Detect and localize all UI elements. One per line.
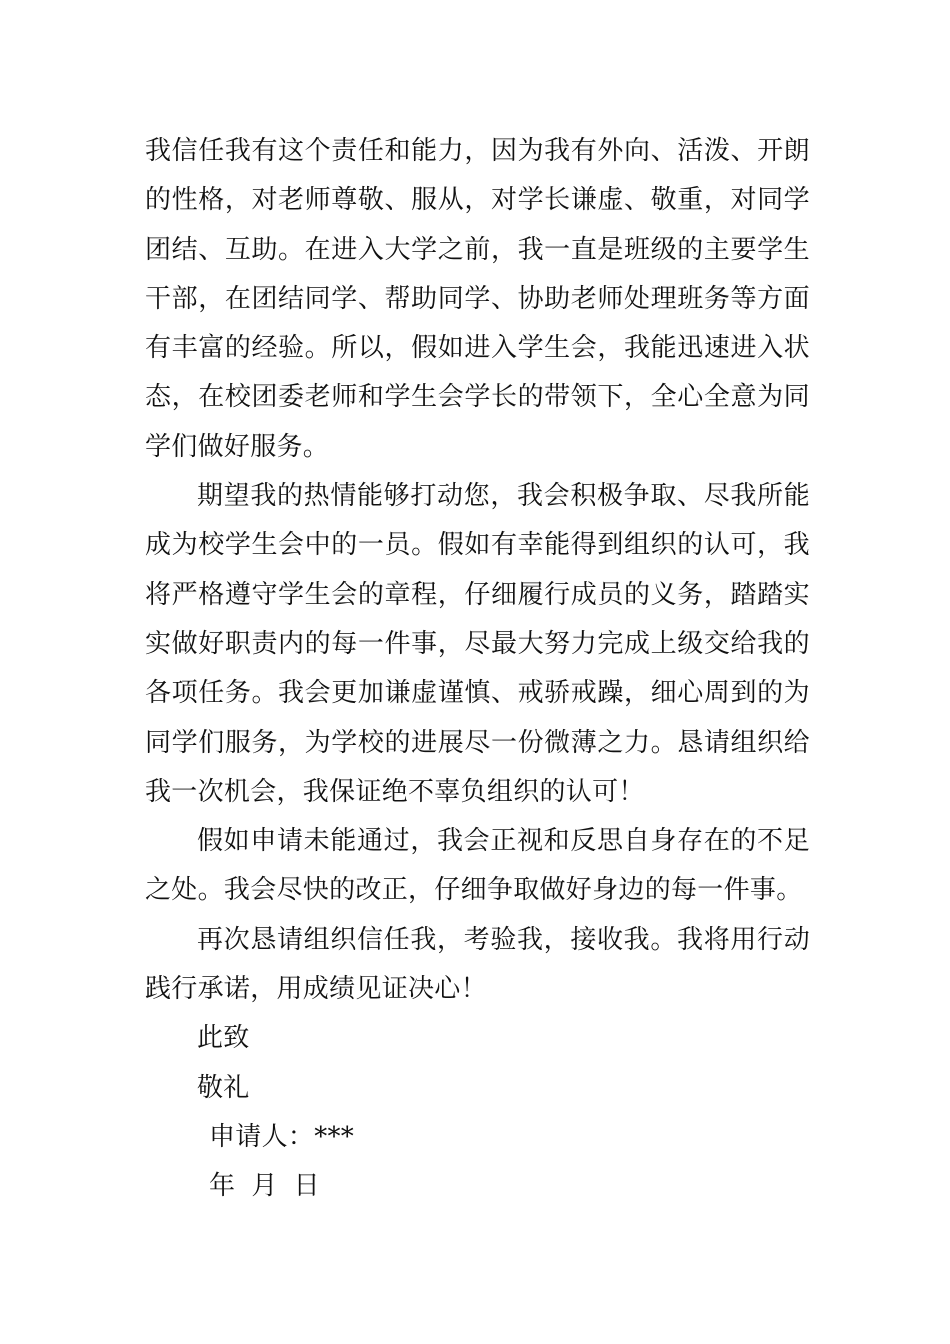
date-year: 年 (209, 1171, 236, 1202)
date-line (145, 1162, 810, 1211)
paragraph-if-rejected: 假如申请未能通过，我会正视和反思自身存在的不足之处。我会尽快的改正，仔细争取做好身边的每一件事。 (145, 826, 810, 906)
paragraph-commitment: 期望我的热情能够打动您，我会积极争取、尽我所能成为校学生会中的一员。假如有幸能得到组织的认可，我将严格遵守学生会的章程，仔细履行成员的义务，踏踏实实做好职责内的每一件事，尽最大努力完成上级交给我的各项任务。我会更加谦虚谨慎、戒骄戒躁，细心周到的为同学们服务，为学校的进展尽一份微薄之力。恳请组织给我一次机会，我保证绝不辜负组织的认可！ (145, 481, 810, 807)
date-month: 月 (251, 1171, 278, 1202)
paragraph-qualifications: 我信任我有这个责任和能力，因为我有外向、活泼、开朗的性格，对老师尊敬、服从，对学长谦虚、敬重，对同学团结、互助。在进入大学之前，我一直是班级的主要学生干部，在团结同学、帮助同学、协助老师处理班务等方面有丰富的经验。所以，假如进入学生会，我能迅速进入状态，在校团委老师和学生会学长的带领下，全心全意为同学们做好服务。 (145, 136, 810, 462)
date-day: 日 (293, 1171, 320, 1202)
letter-body (145, 127, 810, 1212)
closing-regards: 敬礼 (197, 1072, 250, 1103)
closing-salutation: 此致 (197, 1023, 250, 1054)
applicant-signature: 申请人：*** (209, 1121, 355, 1152)
paragraph-final-request: 再次恳请组织信任我，考验我，接收我。我将用行动践行承诺，用成绩见证决心！ (145, 924, 810, 1005)
